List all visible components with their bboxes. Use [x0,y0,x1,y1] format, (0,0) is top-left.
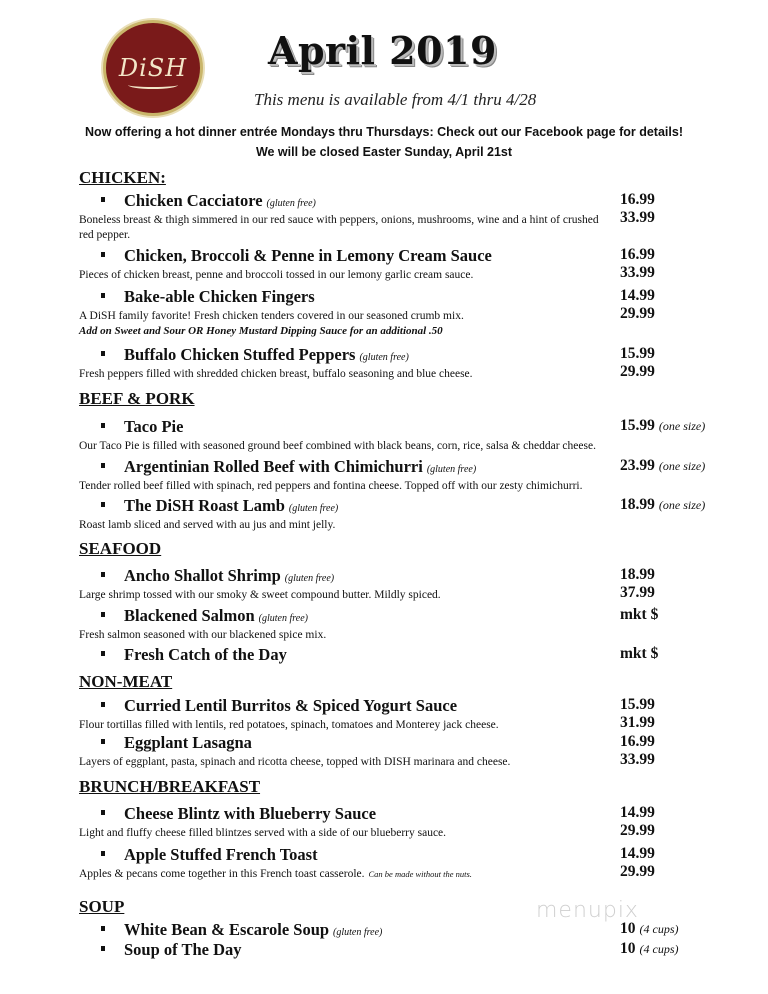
gluten-free-tag: (gluten free) [333,927,383,938]
bullet-icon [101,612,105,617]
item-price-large: 33.99 [620,751,655,768]
gluten-free-tag: (gluten free) [266,198,316,209]
menu-item [79,566,719,603]
bullet-icon [101,252,105,257]
logo-text: DiSH [118,54,188,82]
item-description: Layers of eggplant, pasta, spinach and ricotta cheese, topped with DISH marinara and cheese. [79,756,511,768]
item-name: Chicken, Broccoli & Penne in Lemony Cream Sauce [124,246,492,265]
item-price-large: 29.99 [620,822,655,839]
bullet-icon [101,197,105,202]
size-note: (one size) [658,419,706,433]
menu-item [79,191,719,243]
bullet-icon [101,502,105,507]
menu-item [79,606,719,643]
item-name: Taco Pie [124,417,184,436]
item-name: Ancho Shallot Shrimp [124,566,281,585]
item-name: Blackened Salmon [124,606,255,625]
notice-closed: We will be closed Easter Sunday, April 21st [255,145,513,159]
gluten-free-tag: (gluten free) [288,503,339,514]
section-title-seafood: SEAFOOD [79,539,162,558]
gluten-free-tag: (gluten free) [359,352,409,363]
item-description: Light and fluffy cheese filled blintzes served with a side of our blueberry sauce. [79,827,447,839]
size-note: (4 cups) [639,922,679,936]
item-price: mkt $ [620,606,659,623]
item-name: Curried Lentil Burritos & Spiced Yogurt Sauce [124,696,458,715]
item-description: Large shrimp tossed with our smoky & sweet compound butter. Mildly spiced. [79,589,441,601]
item-name: Apple Stuffed French Toast [124,845,318,864]
item-name: Bake-able Chicken Fingers [124,287,315,306]
item-description: Flour tortillas filled with lentils, red potatoes, spinach, tomatoes and Monterey jack cheese. [79,719,499,731]
item-description: Apples & pecans come together in this French toast casserole. [79,868,365,880]
menu-item [79,496,719,533]
size-note: (4 cups) [639,942,679,956]
section-title-beef-pork: BEEF & PORK [79,389,195,408]
item-description: A DiSH family favorite! Fresh chicken tenders covered in our seasoned crumb mix. [79,310,464,322]
item-name: White Bean & Escarole Soup [124,920,330,939]
menu-item [79,696,719,733]
menu-item [79,804,719,841]
item-price-large: 29.99 [620,305,655,322]
bullet-icon [101,572,105,577]
item-description: Fresh salmon seasoned with our blackened spice mix. [79,629,327,641]
item-price: 16.99 [620,246,655,263]
size-note: (one size) [658,498,706,512]
item-name: Cheese Blintz with Blueberry Sauce [124,804,377,823]
item-price: 18.99 [620,496,655,513]
item-name: Fresh Catch of the Day [124,645,287,664]
item-description: Our Taco Pie is filled with seasoned ground beef combined with black beans, corn, rice, salsa & cheddar cheese. [79,440,596,452]
item-price: 14.99 [620,287,655,304]
item-description: Boneless breast & thigh simmered in our red sauce with peppers, onions, mushrooms, wine and a hint of crushed red pepper. [79,214,599,241]
item-addon-note: Add on Sweet and Sour OR Honey Mustard Dipping Sauce for an additional .50 [79,325,443,337]
menupix-watermark: menupix [536,898,639,923]
bullet-icon [101,702,105,707]
item-price: 23.99 [620,457,655,474]
item-price: 15.99 [620,417,655,434]
item-price: 18.99 [620,566,655,583]
menu-item [79,345,719,382]
section-title-chicken: CHICKEN: [79,168,166,187]
item-description: Fresh peppers filled with shredded chicken breast, buffalo seasoning and blue cheese. [79,368,473,380]
section-title-soup: SOUP [79,897,125,916]
gluten-free-tag: (gluten free) [426,464,477,475]
item-description: Roast lamb sliced and served with au jus and mint jelly. [79,519,336,531]
item-name: Eggplant Lasagna [124,733,252,752]
gluten-free-tag: (gluten free) [258,613,308,624]
item-price: mkt $ [620,645,659,662]
item-name: Soup of The Day [124,940,242,959]
item-description: Pieces of chicken breast, penne and broccoli tossed in our lemony garlic cream sauce. [79,269,474,281]
item-price-large: 33.99 [620,209,655,226]
logo-swash-icon [128,81,178,89]
item-price: 15.99 [620,345,655,362]
item-name: Argentinian Rolled Beef with Chimichurri [124,457,423,476]
item-price: 16.99 [620,191,655,208]
dish-logo [103,20,203,116]
gluten-free-tag: (gluten free) [284,573,335,584]
menu-item [79,246,719,283]
bullet-icon [101,651,105,656]
item-price-large: 29.99 [620,863,655,880]
item-description: Tender rolled beef filled with spinach, red peppers and fontina cheese. Topped off with our zesty chimichurri. [79,480,583,492]
nut-free-note: Can be made without the nuts. [368,869,472,879]
menu-item [79,287,719,339]
bullet-icon [101,851,105,856]
menu-item [79,417,719,454]
item-price: 10 [620,940,636,957]
bullet-icon [101,423,105,428]
menu-item [79,920,719,940]
item-price: 14.99 [620,804,655,821]
notice-dinner: Now offering a hot dinner entrée Mondays thru Thursdays: Check out our Facebook page for details! [85,125,683,139]
bullet-icon [101,739,105,744]
bullet-icon [101,946,105,951]
section-title-non-meat: NON-MEAT [79,672,173,691]
page-title: April 2019 [268,28,497,73]
bullet-icon [101,463,105,468]
item-price-large: 29.99 [620,363,655,380]
item-price: 15.99 [620,696,655,713]
item-price-large: 33.99 [620,264,655,281]
item-name: Buffalo Chicken Stuffed Peppers [124,345,356,364]
menu-item [79,645,719,667]
menu-item [79,457,719,494]
item-price-large: 31.99 [620,714,655,731]
bullet-icon [101,810,105,815]
item-price: 10 [620,920,636,937]
menu-item [79,940,719,960]
item-price: 14.99 [620,845,655,862]
item-name: Chicken Cacciatore [124,191,263,210]
availability-subtitle: This menu is available from 4/1 thru 4/28 [254,90,537,109]
item-price-large: 37.99 [620,584,655,601]
menu-item [79,845,719,882]
bullet-icon [101,293,105,298]
bullet-icon [101,351,105,356]
item-name: The DiSH Roast Lamb [124,496,285,515]
item-price: 16.99 [620,733,655,750]
section-title-brunch-breakfast: BRUNCH/BREAKFAST [79,777,261,796]
size-note: (one size) [658,459,706,473]
bullet-icon [101,926,105,931]
menu-item [79,733,719,770]
